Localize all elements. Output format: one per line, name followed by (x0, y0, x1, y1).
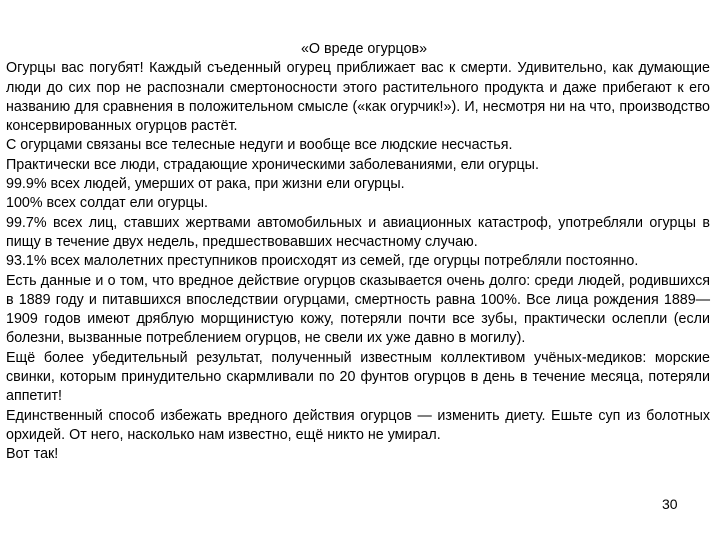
paragraph-ailments: С огурцами связаны все телесные недуги и вообще все людские несчастья. (6, 137, 513, 154)
paragraph-soldiers: 100% всех солдат ели огурцы. (6, 195, 208, 212)
paragraph-guinea-pigs: Ещё более убедительный результат, полученный известным коллективом учёных-медиков: морские свинки, которым принудительно скармливали по 20 фунтов огурцов в день в течение месяца, потеряли аппетит! (6, 349, 710, 405)
paragraph-accidents: 99.7% всех лиц, ставших жертвами автомобильных и авиационных катастроф, употребляли огурцы в пищу в течение двух недель, предшествовавших несчастному случаю. (6, 214, 710, 250)
paragraph-juvenile: 93.1% всех малолетних преступников происходят из семей, где огурцы потребляли постоянно. (6, 253, 639, 270)
paragraph-intro: Огурцы вас погубят! Каждый съеденный огурец приближает вас к смерти. Удивительно, как думающие люди до сих пор не распознали смертоносности этого растительного продукта и даже прибегают к его названию для сравнения в положительном смысле («как огурчик!»). И, несмотря ни на что, производство консервированных огурцов растёт. (6, 60, 710, 135)
paragraph-diet: Единственный способ избежать вредного действия огурцов — изменить диету. Ешьте суп из болотных орхидей. От него, насколько нам известно, ещё никто не умирал. (6, 407, 710, 443)
paragraph-closing: Вот так! (6, 446, 59, 463)
paragraph-cancer: 99.9% всех людей, умерших от рака, при жизни ели огурцы. (6, 176, 405, 193)
page-number: 30 (662, 496, 678, 512)
paragraph-chronic: Практически все люди, страдающие хроническими заболеваниями, ели огурцы. (6, 156, 539, 173)
paragraph-long-term: Есть данные и о том, что вредное действие огурцов сказывается очень долго: среди людей, родившихся в 1889 году и питавшихся впоследствии огурцами, смертность равна 100%. Все лица рождения 1889—1909 годов имеют дряблую морщинистую кожу, потеряли почти все зубы, практически ослепли (если болезни, вызванные потреблением огурцов, не свели их уже давно в могилу). (6, 272, 710, 347)
document-body (6, 40, 710, 465)
document-title: «О вреде огурцов» (300, 41, 428, 57)
